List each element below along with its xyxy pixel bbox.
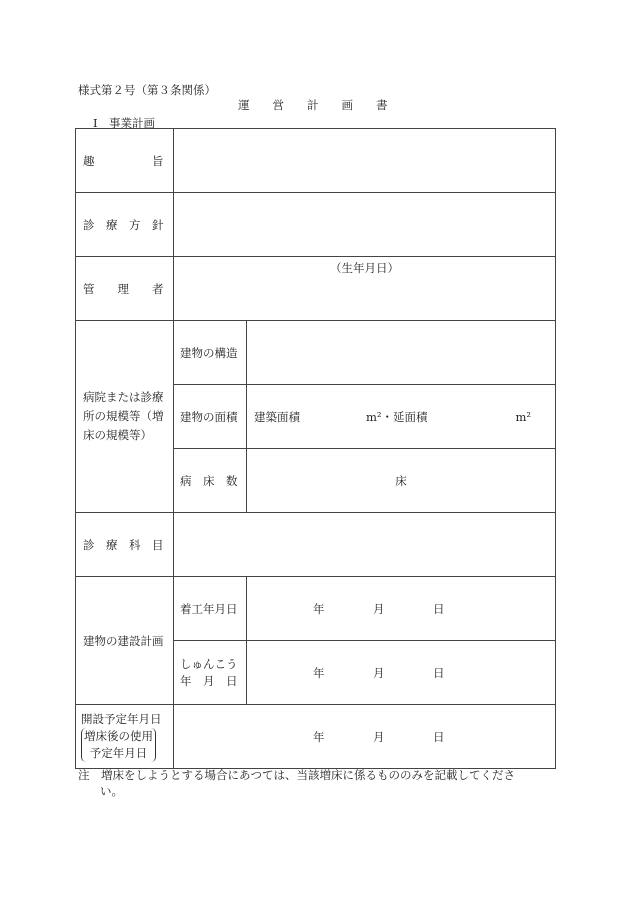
operation-plan-table (75, 128, 556, 769)
start-year: 年 (313, 601, 325, 616)
scale-label (76, 321, 174, 513)
construction-plan-label: 建物の建設計画 (76, 577, 174, 705)
manager-dob-label: （生年月日） (330, 261, 399, 275)
purpose-field[interactable] (174, 129, 556, 193)
completion-year: 年 (313, 665, 325, 680)
policy-field[interactable] (174, 193, 556, 257)
opening-line1: 開設予定年月日 (81, 712, 162, 726)
opening-line3: 予定年月日 (89, 746, 148, 760)
opening-day: 日 (433, 729, 445, 744)
manager-label: 管 理 者 (76, 257, 174, 321)
form-number: 様式第２号（第３条関係） (78, 83, 216, 97)
row-purpose (76, 129, 556, 193)
scale-label-line3: 床の規模等） (83, 428, 152, 442)
floor-area-label: 建物の面積 (174, 385, 247, 449)
floor-area-field[interactable] (247, 385, 556, 449)
row-opening-date (76, 705, 556, 769)
manager-field[interactable] (174, 257, 556, 321)
row-manager (76, 257, 556, 321)
completion-line2: 年 月 日 (180, 673, 238, 688)
start-day: 日 (433, 601, 445, 616)
document-title: 運 営 計 画 書 (238, 98, 388, 112)
scale-label-line1: 病院または診療 (83, 390, 164, 404)
completion-line1: しゅんこう (180, 656, 238, 671)
departments-field[interactable] (174, 513, 556, 577)
opening-bracket (81, 728, 156, 762)
opening-date-field[interactable] (174, 705, 556, 769)
building-area-label: 建築面積 (254, 409, 300, 424)
completion-month: 月 (373, 665, 385, 680)
row-start-date (76, 577, 556, 641)
completion-date-label (174, 641, 247, 705)
purpose-label: 趣 旨 (76, 129, 174, 193)
start-date-label: 着工年月日 (174, 577, 247, 641)
section-heading: Ⅰ 事業計画 (93, 116, 156, 130)
row-policy (76, 193, 556, 257)
beds-label: 病 床 数 (174, 449, 247, 513)
footnote (78, 767, 556, 799)
opening-line2: 増床後の使用 (84, 729, 153, 743)
row-departments (76, 513, 556, 577)
footnote-line2: い。 (100, 784, 123, 798)
completion-date-field[interactable] (247, 641, 556, 705)
total-floor-area-label: m²・延面積 (366, 409, 428, 424)
structure-label: 建物の構造 (174, 321, 247, 385)
start-date-field[interactable] (247, 577, 556, 641)
scale-label-line2: 所の規模等（増 (83, 409, 164, 423)
structure-field[interactable] (247, 321, 556, 385)
opening-date-label (76, 705, 174, 769)
policy-label: 診 療 方 針 (76, 193, 174, 257)
row-structure (76, 321, 556, 385)
departments-label: 診 療 科 目 (76, 513, 174, 577)
footnote-line1: 注 増床をしようとする場合にあつては、当該増床に係るもののみを記載してくださ (78, 768, 515, 782)
completion-day: 日 (433, 665, 445, 680)
opening-year: 年 (313, 729, 325, 744)
beds-unit: 床 (395, 473, 407, 488)
beds-field[interactable] (247, 449, 556, 513)
start-month: 月 (373, 601, 385, 616)
opening-month: 月 (373, 729, 385, 744)
sqm-unit: m² (515, 409, 532, 424)
